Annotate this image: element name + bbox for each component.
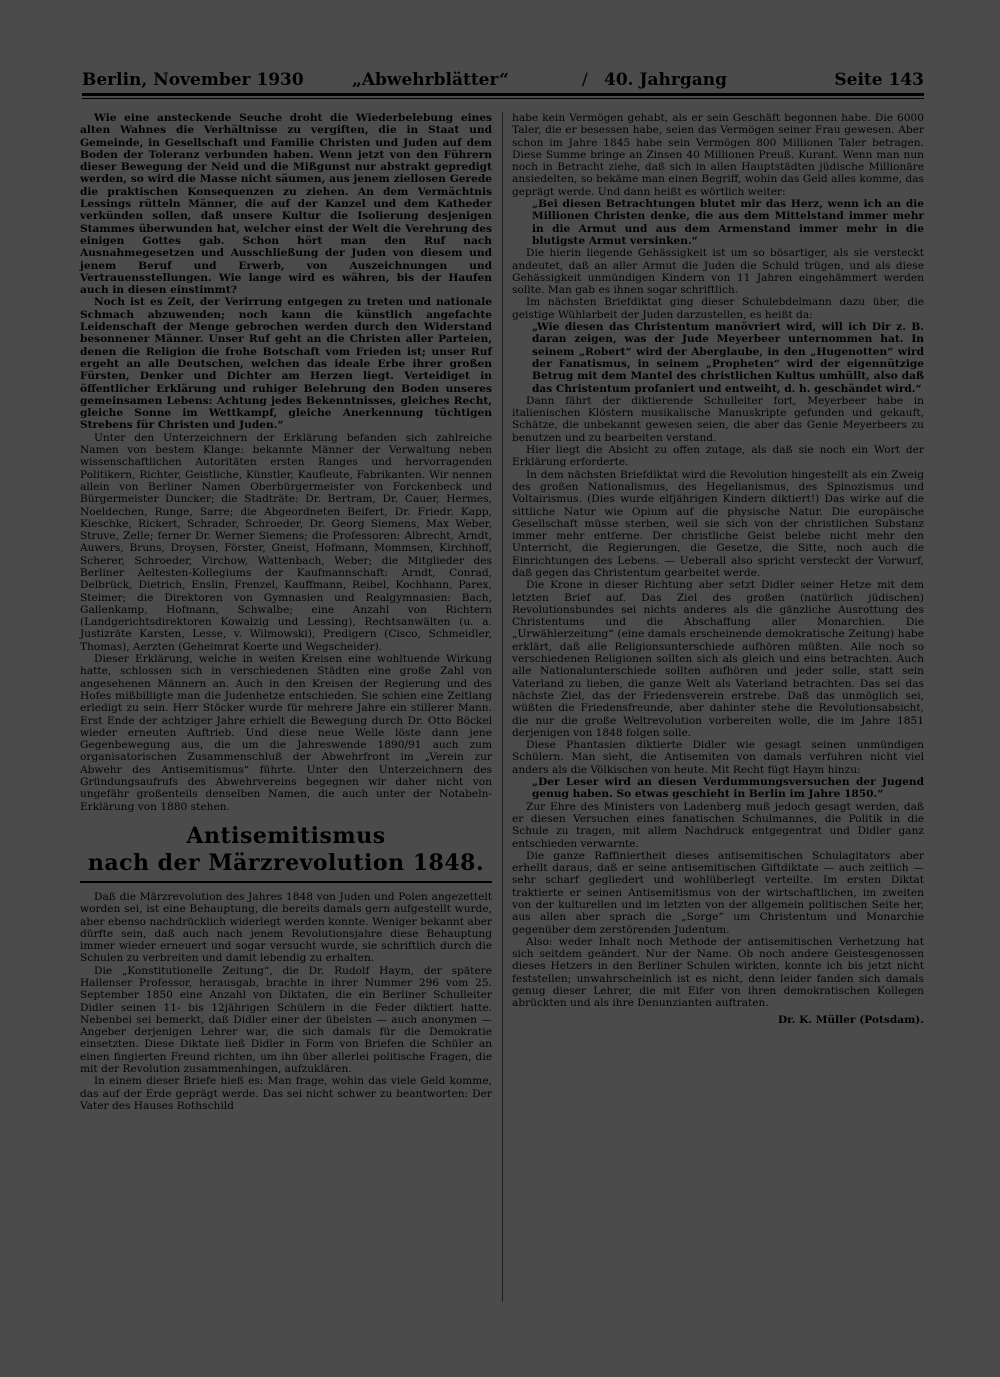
article-paragraph: Noch ist es Zeit, der Verirrung entgegen zu treten und nationale Schmach abzuwenden; noch kann die künstlich angefachte Leidenschaft der Menge gebrochen werden durch den Widerstand besonnener Männer. Unser Ruf geht an die Christen aller Parteien, denen die Religion die frohe Botschaft vom Frieden ist; unser Ruf ergeht an alle Deutschen, welchen das ideale Erbe ihrer großen Fürsten, Denker und Dichter am Herzen liegt. Verteidiget in öffentlicher Erklärung und ruhiger Belehrung den Boden unseres gemeinsamen Lebens: Achtung jedes Bekenntnisses, gleiches Recht, gleiche Sonne im Wettkampf, gleiche Anerkennung tüchtigen Strebens für Christen und Juden.“ [80, 296, 492, 432]
header-rule-thin [82, 98, 924, 99]
article-paragraph: Wie eine ansteckende Seuche droht die Wiederbelebung eines alten Wahnes die Verhältnisse zu vergiften, die in Staat und Gemeinde, in Gesellschaft und Familie Christen und Juden auf dem Boden der Toleranz verbunden haben. Wenn jetzt von den Führern dieser Bewegung der Neid und die Mißgunst nur abstrakt gepredigt werden, so wird die Masse nicht säumen, aus jenem ziellosen Gerede die praktischen Konsequenzen zu ziehen. An dem Vermächtnis Lessings rütteln Männer, die auf der Kanzel und dem Katheder verkünden sollen, daß unsere Kultur die Isolierung desjenigen Stammes überwunden hat, welcher einst der Welt die Verehrung des einigen Gottes gab. Schon hört man den Ruf nach Ausnahmegesetzen und Ausschließung der Juden von diesem und jenem Beruf und Erwerb, von Auszeichnungen und Vertrauensstellungen. Wie lange wird es währen, bis der Haufen auch in diesen einstimmt? [80, 112, 492, 297]
header-volume: 40. Jahrgang [604, 70, 728, 90]
column-divider [502, 112, 503, 1302]
article-paragraph: Daß die Märzrevolution des Jahres 1848 von Juden und Polen angezettelt worden sei, ist eine Behauptung, die bereits damals gern aufgestellt wurde, aber ebenso nachdrücklich widerlegt werden konnte. Weniger bekannt aber dürfte sein, daß auch nach jenem Revolutionsjahre diese Behauptung immer wieder erneuert und sogar versucht wurde, sie schriftlich durch die Schulen zu verbreiten und damit lebendig zu erhalten. [80, 890, 492, 965]
headline-line-2: nach der Märzrevolution 1848. [87, 849, 485, 876]
header-rule-thick [82, 93, 924, 96]
article-paragraph: habe kein Vermögen gehabt, als er sein Geschäft begonnen habe. Die 6000 Taler, die er besessen habe, seien das Vermögen seiner Frau gewesen. Aber schon im Jahre 1845 habe sein Vermögen 800 Millionen Taler betragen. Diese Summe bringe an Zinsen 40 Millionen Preuß. Kurant. Wenn man nun noch in Betracht ziehe, daß sich in allen Hauptstädten jüdische Millionäre ansiedelten, so bekäme man einen Begriff, wohin das Geld alles komme, das geprägt werde. Und dann heißt es wörtlich weiter: [512, 112, 924, 198]
article-paragraph: Im nächsten Briefdiktat ging dieser Schulebdelmann dazu über, die geistige Wühlarbeit der Juden darzustellen, es heißt da: [512, 296, 924, 321]
article-headline [80, 823, 492, 883]
article-paragraph: Diese Phantasien diktierte Didler wie gesagt seinen unmündigen Schülern. Man sieht, die Antisemiten von damals verfuhren nicht viel anders als die Völkischen von heute. Mit Recht fügt Haym hinzu: [512, 739, 924, 776]
block-quote: „Der Leser wird an diesen Verdummungsversuchen der Jugend genug haben. So etwas geschieht in Berlin im Jahre 1850.“ [532, 776, 924, 801]
right-column [512, 112, 924, 1312]
page-header [82, 68, 924, 96]
article-paragraph: Dann fährt der diktierende Schulleiter fort, Meyerbeer habe in italienischen Klöstern musikalische Manuskripte gefunden und gekauft, Schätze, die unbekannt gewesen seien, die aber das Genie Meyerbeers zu benutzen und zu bearbeiten verstand. [512, 394, 924, 444]
left-column [80, 112, 492, 1312]
headline-line-1: Antisemitismus [186, 822, 386, 849]
article-paragraph: In einem dieser Briefe hieß es: Man frage, wohin das viele Geld komme, das auf der Erde geprägt werde. Das sei nicht schwer zu beantworten: Der Vater des Hauses Rothschild [80, 1075, 492, 1112]
article-paragraph: Die hierin liegende Gehässigkeit ist um so bösartiger, als sie versteckt andeutet, daß an aller Armut die Juden die Schuld trügen, und als diese Gehässigkeit unmündigen Kindern von 11 Jahren eingehämmert werden sollte. Man gab es ihnen sogar schriftlich. [512, 247, 924, 297]
article-paragraph: Zur Ehre des Ministers von Ladenberg muß jedoch gesagt werden, daß er diesen Versuchen eines fanatischen Schulmannes, die Politik in die Schule zu tragen, mit allem Nachdruck entgegentrat und Didler ganz entschieden verwarnte. [512, 800, 924, 850]
block-quote: „Bei diesen Betrachtungen blutet mir das Herz, wenn ich an die Millionen Christen denke, die aus dem Mittelstand immer mehr in die Armut und aus dem Armenstand immer mehr in die blutigste Armut versinken.“ [532, 198, 924, 247]
article-paragraph: Also: weder Inhalt noch Methode der antisemitischen Verhetzung hat sich seitdem geändert. Nur der Name. Ob noch andere Geistesgenossen dieses Hetzers in den Berliner Schulen wirkten, konnte ich bis jetzt nicht feststellen; unwahrscheinlich ist es nicht, denn leider fanden sich damals genug dieser Lehrer, die mit Eifer von ihren demokratischen Kollegen abrückten und als ihre Denunzianten auftraten. [512, 935, 924, 1010]
header-date: Berlin, November 1930 [82, 70, 304, 90]
header-page-number: Seite 143 [834, 70, 924, 90]
header-publication-title: „Abwehrblätter“ [352, 70, 509, 90]
article-paragraph: Die „Konstitutionelle Zeitung“, die Dr. Rudolf Haym, der spätere Hallenser Professor, herausgab, brachte in ihrer Nummer 296 vom 25. September 1850 eine Anzahl von Diktaten, die ein Berliner Schulleiter Didler seinen 11- bis 12jährigen Schülern in die Feder diktiert hatte. Nebenbei sei bemerkt, daß Didler einer der übelsten — auch anonymen — Angeber derjenigen Lehrer war, die sich damals für die Demokratie einsetzten. Diese Diktate ließ Didler in Form von Briefen die Schüler an einen fingierten Freund richten, um ihn über allerlei politische Fragen, die mit der Revolution zusammenhingen, aufzuklären. [80, 964, 492, 1076]
article-paragraph: Die ganze Raffiniertheit dieses antisemitischen Schulagitators aber erhellt daraus, daß er seine antisemitischen Giftdiktate — auch zeitlich — sehr scharf gegliedert und wohlüberlegt verteilte. Im ersten Diktat traktierte er seinen Antisemitismus von der wirtschaftlichen, im zweiten von der kulturellen und im letzten von der allgemein politischen Seite her, aus allen aber sprach die „Sorge“ um Christentum und Monarchie gegenüber dem zerstörenden Judentum. [512, 849, 924, 936]
article-paragraph: In dem nächsten Briefdiktat wird die Revolution hingestellt als ein Zweig des großen Nationalismus, des Hegelianismus, des Spinozismus und Voltairismus. (Dies wurde elfjährigen Kindern diktiert!) Das wirke auf die sittliche Natur wie Opium auf die physische Natur. Die europäische Gesellschaft müsse sterben, weil sie sich von der christlichen Substanz immer mehr entferne. Der christliche Geist belebe nicht mehr den Unterricht, die Regierungen, die Gesetze, die Sitte, noch auch die Einrichtungen des Lebens. — Ueberall also spricht versteckt der Vorwurf, daß gegen das Christentum gearbeitet werde. [512, 468, 924, 579]
article-paragraph: Dieser Erklärung, welche in weiten Kreisen eine wohltuende Wirkung hatte, schlossen sich in verschiedenen Städten eine große Zahl von angesehenen Männern an. Auch in den Kreisen der Regierung und des Hofes mißbilligte man die Judenhetze entschieden. Sie schien eine Zeitlang erledigt zu sein. Herr Stöcker wurde für mehrere Jahre ein stillerer Mann. Erst Ende der achtziger Jahre erhielt die Bewegung durch Dr. Otto Böckel wieder erneuten Auftrieb. Und diese neue Welle löste dann jene Gegenbewegung aus, die um die Jahreswende 1890/91 auch zum organisatorischen Zusammenschluß der Abwehrfront im „Verein zur Abwehr des Antisemitismus“ führte. Unter den Unterzeichnern des Gründungsaufrufs des Abwehrvereins begegnen wir daher nicht von ungefähr großenteils denselben Namen, die auch unter der Notabeln-Erklärung von 1880 stehen. [80, 653, 492, 813]
author-signature: Dr. K. Müller (Potsdam). [777, 1013, 924, 1026]
block-quote: „Wie diesen das Christentum manövriert wird, will ich Dir z. B. daran zeigen, was der Jude Meyerbeer unternommen hat. In seinem „Robert“ wird der Aberglaube, in den „Hugenotten“ wird der Fanatismus, in seinem „Propheten“ wird der eigennützige Betrug mit dem Mantel des christlichen Kultus umhüllt, also daß das Christentum profaniert und entweiht, d. h. geschändet wird.“ [532, 321, 924, 395]
article-paragraph: Die Krone in dieser Richtung aber setzt Didler seiner Hetze mit dem letzten Brief auf. Das Ziel des großen (natürlich jüdischen) Revolutionsbundes sei nichts anderes als die gänzliche Ausrottung des Christentums und die Abschaffung aller Monarchien. Die „Urwählerzeitung“ (eine damals erscheinende demokratische Zeitung) habe erklärt, daß alle Religionsunterschiede aufhören müßten. Alle noch so verschiedenen Religionen sollten sich als gleich und eins betrachten. Auch alle Nationalunterschiede sollten aufhören und jeder solle, statt sein Vaterland zu lieben, die ganze Welt als Vaterland betrachten. Das sei das nächste Ziel, das der Friedensverein erstrebe. Daß das unmöglich sei, wüßten die Friedensfreunde, aber dahinter stehe die Revolutionsabsicht, die nur die große Weltrevolution vorbereiten wolle, die im Jahre 1851 derjenigen von 1848 folgen solle. [512, 579, 924, 739]
headline-rule [80, 881, 492, 883]
header-separator: / [582, 70, 588, 90]
article-paragraph: Unter den Unterzeichnern der Erklärung befanden sich zahlreiche Namen von bestem Klange: bekannte Männer der Verwaltung neben wissenschaftlichen Autoritäten ersten Ranges und hervorragenden Politikern, Richter, Geistliche, Künstler, Kaufleute, Fabrikanten. Wir nennen allein von Berliner Namen Oberbürgermeister von Forckenbeck und Bürgermeister Duncker; die Stadträte: Dr. Bertram, Dr. Cauer, Hermes, Noeldechen, Runge, Sarre; die Abgeordneten Beifert, Dr. Friedr. Kapp, Kieschke, Rickert, Schrader, Schroeder, Dr. Georg Siemens, Max Weber, Struve, Zelle; ferner Dr. Werner Siemens; die Professoren: Albrecht, Arndt, Auwers, Bruns, Droysen, Förster, Gneist, Hofmann, Mommsen, Kirchhoff, Scherer, Schroeder, Virchow, Wattenbach, Weber; die Mitglieder des Berliner Aeltesten-Kollegiums der Kaufmannschaft: Arndt, Conrad, Delbrück, Dietrich, Enslin, Frenzel, Kauffmann, Reibel, Kochhann, Parex, Steimer; die Direktoren von Gymnasien und Realgymnasien: Bach, Gallenkamp, Hofmann, Schwalbe; eine Anzahl von Richtern (Landgerichtsdirektoren Kowalzig und Lessing), Rechtsanwälten (u. a. Justizräte Karsten, Lesse, v. Wilmowski), Predigern (Cisco, Schmeidler, Thomas), Aerzten (Geheimrat Koerte und Wegscheider). [80, 431, 492, 653]
article-paragraph: Hier liegt die Absicht zu offen zutage, als daß sie noch ein Wort der Erklärung erforderte. [512, 444, 924, 469]
